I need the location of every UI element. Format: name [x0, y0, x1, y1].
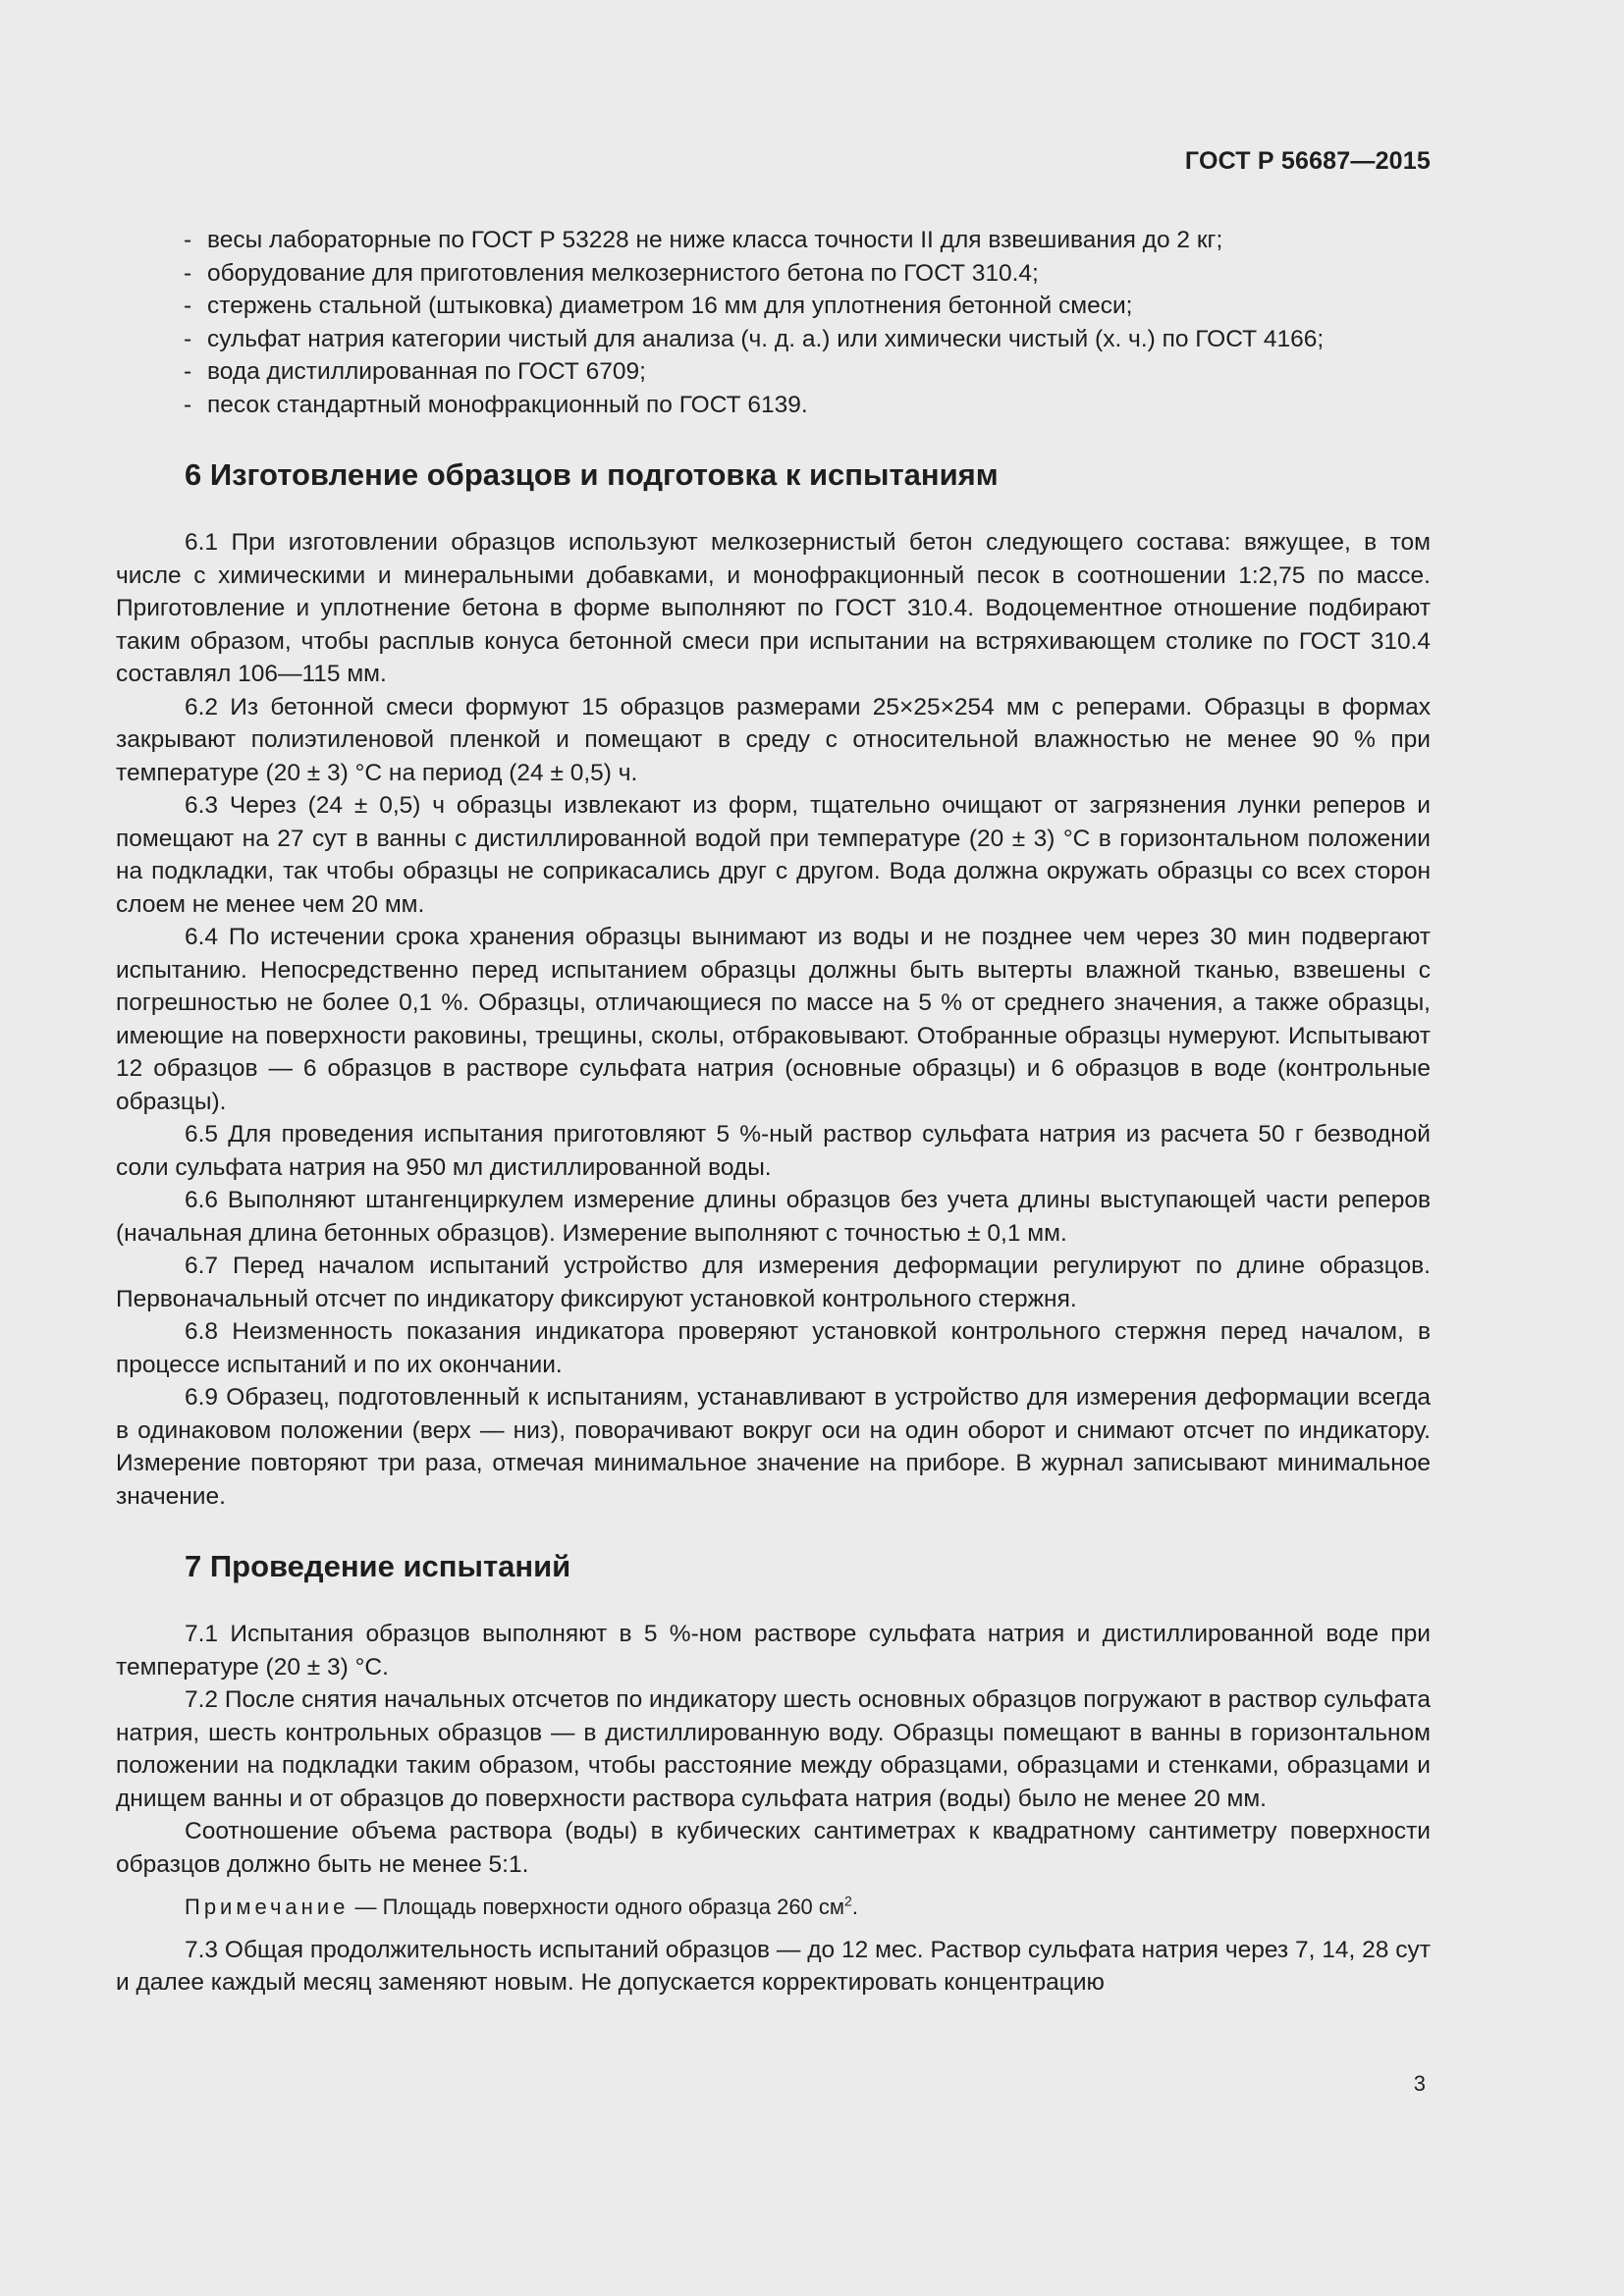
equipment-list — [184, 224, 1431, 421]
note-superscript: 2 — [844, 1893, 852, 1909]
note-label: Примечание — [185, 1895, 350, 1919]
document-body — [116, 224, 1431, 2000]
document-code: ГОСТ Р 56687—2015 — [1184, 147, 1431, 175]
paragraph-6-6: 6.6 Выполняют штангенциркулем измерение длины образцов без учета длины выступающей части реперов (начальная длина бетонных образцов). Измерение выполняют с точностью ± 0,1 мм. — [116, 1187, 1431, 1247]
page-number: 3 — [1413, 2071, 1426, 2096]
paragraph-6-9: 6.9 Образец, подготовленный к испытаниям, устанавливают в устройство для измерения деформации всегда в одинаковом положении (верх — низ), поворачивают вокруг оси на один оборот и снимают отсчет по индикатору. Измерение повторяют три раза, отмечая минимальное значение на приборе. В журнал записывают минимальное значение. — [116, 1384, 1431, 1510]
paragraph-7-3: 7.3 Общая продолжительность испытаний образцов — до 12 мес. Раствор сульфата натрия через 7, 14, 28 сут и далее каждый месяц заменяют новым. Не допускается корректировать концентрацию — [116, 1936, 1431, 1996]
list-item: - сульфат натрия категории чистый для анализа (ч. д. а.) или химически чистый (х. ч.) по ГОСТ 4166; — [184, 323, 1431, 356]
paragraph-6-8: 6.8 Неизменность показания индикатора проверяют установкой контрольного стержня перед началом, в процессе испытаний и по их окончании. — [116, 1318, 1431, 1378]
note-end: . — [851, 1895, 858, 1919]
note — [116, 1891, 1431, 1924]
note-text: — Площадь поверхности одного образца 260 см — [349, 1895, 845, 1919]
list-item: - песок стандартный монофракционный по ГОСТ 6139. — [184, 389, 1431, 422]
list-item: - вода дистиллированная по ГОСТ 6709; — [184, 355, 1431, 389]
list-item: - весы лабораторные по ГОСТ Р 53228 не ниже класса точности II для взвешивания до 2 кг; — [184, 224, 1431, 257]
paragraph-ratio: Соотношение объема раствора (воды) в кубических сантиметрах к квадратному сантиметру поверхности образцов должно быть не менее 5:1. — [116, 1818, 1431, 1878]
section-7-title: 7 Проведение испытаний — [185, 1549, 571, 1583]
paragraph-7-2: 7.2 После снятия начальных отсчетов по индикатору шесть основных образцов погружают в раствор сульфата натрия, шесть контрольных образцов — в дистиллированную воду. Образцы помещают в ванны в горизонтальном положении на подкладки таким образом, чтобы расстояние между образцами, образцами и стенками, образцами и днищем ванны и от образцов до поверхности раствора сульфата натрия (воды) было не менее 20 мм. — [116, 1686, 1431, 1812]
paragraph-6-1: 6.1 При изготовлении образцов используют мелкозернистый бетон следующего состава: вяжущее, в том числе с химическими и минеральными добавками, и монофракционный песок в соотношении 1:2,75 по массе. Приготовление и уплотнение бетона в форме выполняют по ГОСТ 310.4. Водоцементное отношение подбирают таким образом, чтобы расплыв конуса бетонной смеси при испытании на встряхивающем столике по ГОСТ 310.4 составлял 106—115 мм. — [116, 529, 1431, 687]
section-6-title: 6 Изготовление образцов и подготовка к испытаниям — [185, 457, 999, 492]
paragraph-6-4: 6.4 По истечении срока хранения образцы вынимают из воды и не позднее чем через 30 мин подвергают испытанию. Непосредственно перед испытанием образцы должны быть вытерты влажной тканью, взвешены с погрешностью не более 0,1 %. Образцы, отличающиеся по массе на 5 % от среднего значения, а также образцы, имеющие на поверхности раковины, трещины, сколы, отбраковывают. Отобранные образцы нумеруют. Испытывают 12 образцов — 6 образцов в растворе сульфата натрия (основные образцы) и 6 образцов в воде (контрольные образцы). — [116, 924, 1431, 1115]
paragraph-6-7: 6.7 Перед началом испытаний устройство для измерения деформации регулируют по длине образцов. Первоначальный отсчет по индикатору фиксируют установкой контрольного стержня. — [116, 1253, 1431, 1312]
paragraph-6-5: 6.5 Для проведения испытания приготовляют 5 %-ный раствор сульфата натрия из расчета 50 г безводной соли сульфата натрия на 950 мл дистиллированной воды. — [116, 1121, 1431, 1181]
list-item: - оборудование для приготовления мелкозернистого бетона по ГОСТ 310.4; — [184, 257, 1431, 291]
paragraph-6-3: 6.3 Через (24 ± 0,5) ч образцы извлекают из форм, тщательно очищают от загрязнения лунки реперов и помещают на 27 сут в ванны с дистиллированной водой при температуре (20 ± 3) °С в горизонтальном положении на подкладки, так чтобы образцы не соприкасались друг с другом. Вода должна окружать образцы со всех сторон слоем не менее чем 20 мм. — [116, 792, 1431, 918]
paragraph-6-2: 6.2 Из бетонной смеси формуют 15 образцов размерами 25×25×254 мм с реперами. Образцы в формах закрывают полиэтиленовой пленкой и помещают в среду с относительной влажностью не менее 90 % при температуре (20 ± 3) °С на период (24 ± 0,5) ч. — [116, 693, 1431, 786]
paragraph-7-1: 7.1 Испытания образцов выполняют в 5 %-ном растворе сульфата натрия и дистиллированной воде при температуре (20 ± 3) °С. — [116, 1621, 1431, 1681]
list-item: - стержень стальной (штыковка) диаметром 16 мм для уплотнения бетонной смеси; — [184, 290, 1431, 323]
